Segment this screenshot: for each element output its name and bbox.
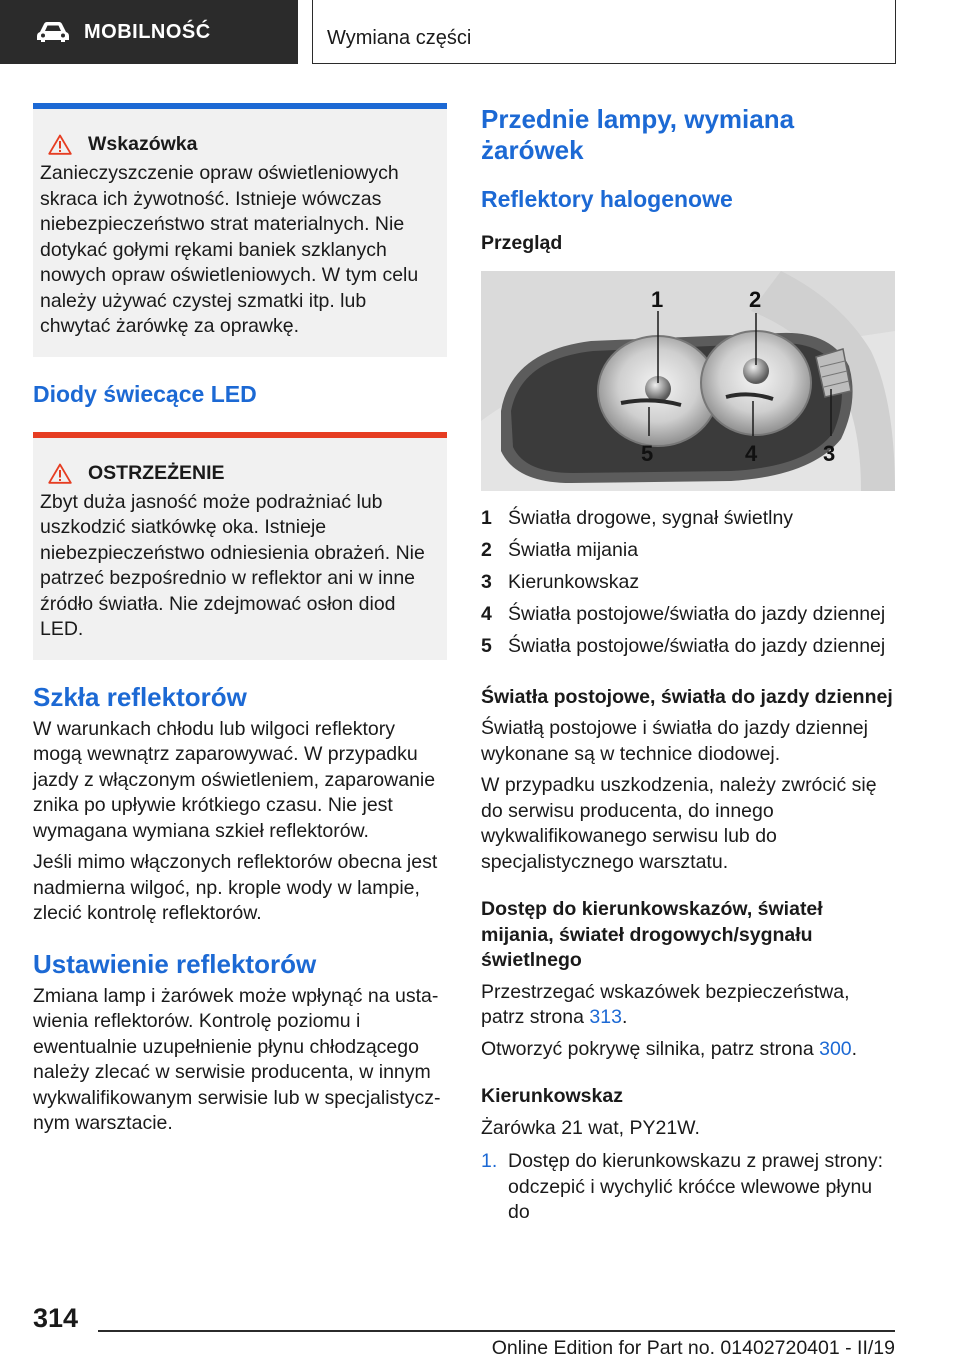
left-column xyxy=(33,103,447,1137)
warning-title xyxy=(40,462,435,485)
note-text: Zanieczyszczenie opraw oświetleniowych skraca ich żywotność. Istnieje wówczas niebezpieczeństwo strat materialnych. Nie dotykać gołymi rękami baniek szklanych nowych opraw oświetleniowych. W tym celu należy używać czystej szmatki itp. lub chwytać żarówkę za oprawkę. xyxy=(40,162,419,337)
warning-triangle-icon xyxy=(48,463,72,484)
right-column xyxy=(481,103,895,1226)
access-paragraph-1 xyxy=(481,980,895,1031)
note-title xyxy=(40,133,435,156)
car-icon xyxy=(36,21,70,43)
headlight-figure xyxy=(481,271,895,491)
page-number: 314 xyxy=(33,1303,79,1333)
parking-heading: Światła postojowe, światła do jazdy dziennej xyxy=(481,685,893,708)
parking-paragraph-1: Światłą postojowe i światła do jazdy dziennej wykonane są w technice diodowej. xyxy=(481,717,868,765)
figure-label-1: 1 xyxy=(651,286,664,312)
parking-section xyxy=(481,685,895,876)
steps-list xyxy=(481,1149,895,1226)
warning-triangle-icon xyxy=(48,134,72,155)
access-p2-end: . xyxy=(851,1037,858,1060)
step-text: Dostęp do kierunkowskazu z prawej strony: odczepić i wychylić króćce wlewowe płynu do xyxy=(508,1150,884,1223)
legend-item xyxy=(481,599,895,631)
turn-section xyxy=(481,1084,895,1226)
figure-label-2: 2 xyxy=(749,286,762,312)
legend-item xyxy=(481,503,895,535)
parking-paragraph-2: W przypadku uszkodzenia, należy zwrócić się do serwisu producenta, do innego wykwalifikowanego serwisu lub do specjalistycznego warsztatu. xyxy=(481,774,877,873)
figure-label-3: 3 xyxy=(823,440,836,466)
figure-label-5: 5 xyxy=(641,440,654,466)
access-heading: Dostęp do kierunkowskazów, świateł mijania, świateł drogowych/sygnału świetlnego xyxy=(481,898,823,971)
sub-heading: Reflektory halogenowe xyxy=(481,186,733,212)
legend-number: 1 xyxy=(481,506,492,529)
legend-number: 5 xyxy=(481,634,492,657)
step-item xyxy=(481,1149,895,1226)
page-link-313[interactable]: 313 xyxy=(589,1006,622,1028)
warning-title-text: OSTRZEŻENIE xyxy=(88,461,225,484)
section-title: MOBILNOŚĆ xyxy=(84,20,211,43)
access-p1-end: . xyxy=(621,1006,628,1028)
warning-box xyxy=(33,432,447,660)
access-paragraph-2 xyxy=(481,1037,895,1063)
access-p2-text: Otworzyć pokrywę silnika, patrz strona xyxy=(481,1037,820,1060)
legend-item xyxy=(481,567,895,599)
legend-text: Światła drogowe, sygnał świetlny xyxy=(508,506,794,529)
legend-number: 2 xyxy=(481,538,492,561)
section-tab[interactable] xyxy=(0,0,298,64)
legend-list xyxy=(481,503,895,663)
note-title-text: Wskazówka xyxy=(88,133,198,155)
legend-item xyxy=(481,535,895,567)
footer-divider xyxy=(98,1330,895,1332)
step-number: 1. xyxy=(481,1150,498,1172)
legend-item xyxy=(481,631,895,663)
glass-paragraph-2: Jeśli mimo włączonych reflektorów obecna jest nadmierna wilgoć, np. krople wody w lampie, zlecić kontrolę reflektorów. xyxy=(33,851,438,924)
note-box xyxy=(33,103,447,357)
legend-number: 3 xyxy=(481,570,492,593)
legend-text: Kierunkowskaz xyxy=(508,570,640,593)
legend-text: Światła mijania xyxy=(508,538,639,561)
figure-label-4: 4 xyxy=(745,440,758,466)
chapter-title: Wymiana części xyxy=(312,0,896,64)
legend-text: Światła postojowe/światła do jazdy dziennej xyxy=(508,602,886,625)
edition-text: Online Edition for Part no. 01402720401 - II/19 xyxy=(491,1337,895,1359)
access-section xyxy=(481,897,895,1062)
legend-text: Światła postojowe/światła do jazdy dziennej xyxy=(508,634,886,657)
glass-paragraph-1: W warunkach chłodu lub wilgoci reflektory mogą wewnątrz zaparowywać. W przypadku jazdy z włączonym oświetleniem, zaparowanie znika po upływie krótkiego czasu. Nie jest wymagana wymiana szkieł reflektorów. xyxy=(33,717,436,842)
legend-number: 4 xyxy=(481,602,492,625)
overview-label: Przegląd xyxy=(481,232,563,254)
main-heading: Przednie lampy, wymiana żarówek xyxy=(481,104,795,165)
led-heading: Diody świecące LED xyxy=(33,380,257,407)
turn-heading: Kierunkowskaz xyxy=(481,1085,623,1107)
glass-heading: Szkła reflektorów xyxy=(33,681,247,712)
adjust-paragraph: Zmiana lamp i żarówek może wpłynąć na ustawienia reflektorów. Kontrolę poziomu i ewentualnie uzupełnienie płynu chłodzącego należy zlecać w serwisie producenta, w innym wykwalifikowanym serwisie lub w specjalistycznym warsztacie. xyxy=(33,984,441,1134)
headlight-illustration xyxy=(481,271,895,491)
access-p1-text: Przestrzegać wskazówek bezpieczeństwa, patrz strona xyxy=(481,980,850,1028)
page-link-300[interactable]: 300 xyxy=(819,1037,852,1060)
warning-text: Zbyt duża jasność może podrażniać lub uszkodzić siatkówkę oka. Istnieje niebezpieczeństwo odniesienia obrażeń. Nie patrzeć bezpośrednio w reflektor ani w inne źródło światła. Nie zdejmować osłon diod LED. xyxy=(40,490,425,640)
adjust-heading: Ustawienie reflektorów xyxy=(33,948,317,979)
turn-paragraph: Żarówka 21 wat, PY21W. xyxy=(481,1116,700,1139)
